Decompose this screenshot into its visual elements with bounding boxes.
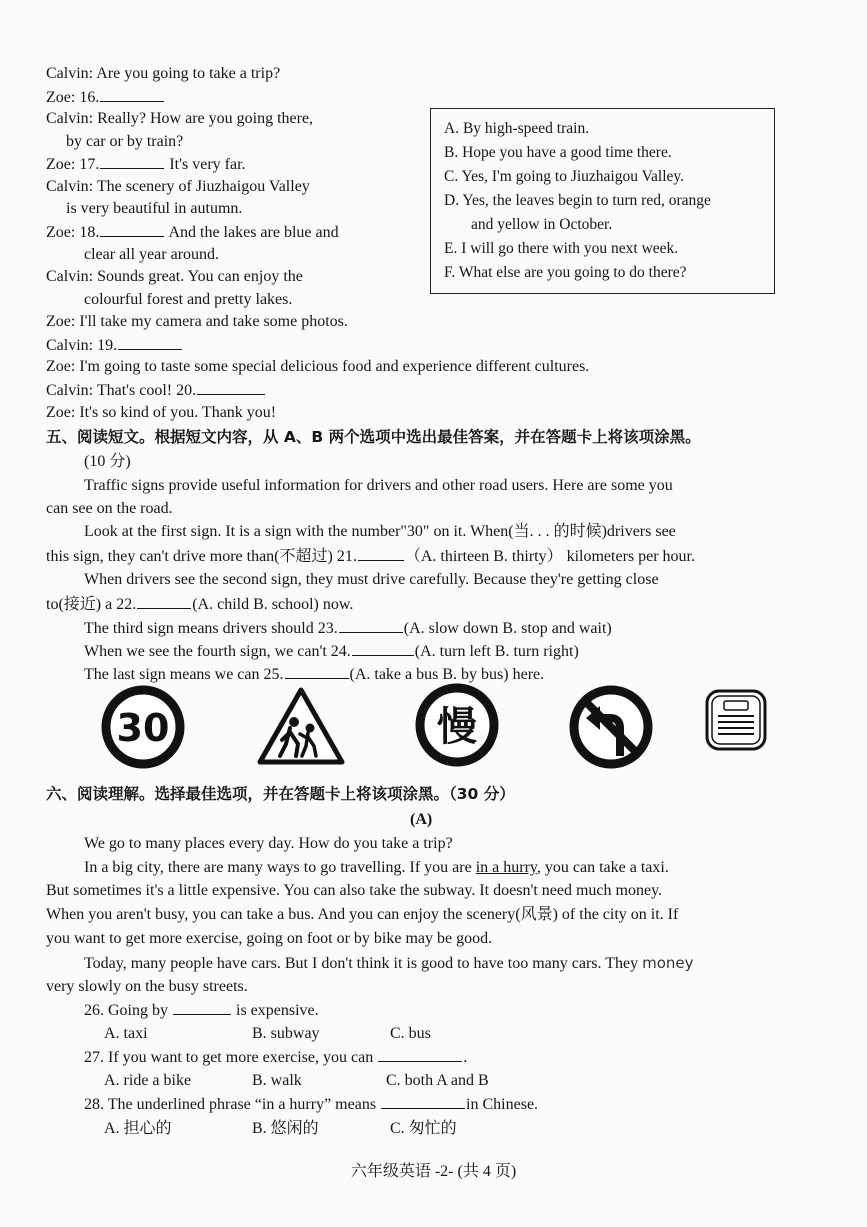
q27-option-a[interactable]: A. ride a bike <box>104 1072 192 1089</box>
dialogue-line: Zoe: It's so kind of you. Thank you! <box>46 404 277 421</box>
passage-line: this sign, they can't drive more than(不超过) 21. （A. thirteen B. thirty） kilometers per hour. <box>46 548 696 565</box>
passage-line: Traffic signs provide useful information for drivers and other road users. Here are some you <box>84 477 673 494</box>
answer-blank[interactable] <box>197 380 265 395</box>
dialogue-line: Zoe: I'll take my camera and take some photos. <box>46 313 348 330</box>
option-b: B. Hope you have a good time there. <box>444 144 672 161</box>
passage-line: Today, many people have cars. But I don't think it is good to have too many cars. They money <box>84 954 694 972</box>
dialogue-line: by car or by train? <box>66 133 184 150</box>
passage-line: We go to many places every day. How do you take a trip? <box>84 835 453 852</box>
answer-blank[interactable] <box>339 618 403 633</box>
passage-line: But sometimes it's a little expensive. You can also take the subway. It doesn't need much money. <box>46 882 663 899</box>
option-f: F. What else are you going to do there? <box>444 264 687 281</box>
dialogue-line: Calvin: The scenery of Jiuzhaigou Valley <box>46 178 310 195</box>
option-e: E. I will go there with you next week. <box>444 240 679 257</box>
q26-option-a[interactable]: A. taxi <box>104 1025 148 1042</box>
underlined-phrase: in a hurry <box>475 859 537 876</box>
dialogue-line: is very beautiful in autumn. <box>66 200 243 217</box>
passage-line: can see on the road. <box>46 500 173 517</box>
answer-blank[interactable] <box>100 87 164 102</box>
question-28: 28. The underlined phrase “in a hurry” means in Chinese. <box>84 1096 539 1113</box>
q26-option-c[interactable]: C. bus <box>390 1025 431 1042</box>
answer-blank[interactable] <box>100 222 164 237</box>
q28-option-b[interactable]: B. 悠闲的 <box>252 1120 319 1137</box>
part-label: (A) <box>410 811 433 828</box>
q27-option-b[interactable]: B. walk <box>252 1072 302 1089</box>
question-27: 27. If you want to get more exercise, you can . <box>84 1049 468 1066</box>
option-d-cont: and yellow in October. <box>471 216 613 233</box>
passage-line: you want to get more exercise, going on foot or by bike may be good. <box>46 930 493 947</box>
passage-line: When drivers see the second sign, they must drive carefully. Because they're getting close <box>84 571 659 588</box>
answer-blank[interactable] <box>118 335 182 350</box>
dialogue-line: Calvin: Sounds great. You can enjoy the <box>46 268 303 285</box>
sign-30-label: 30 <box>116 706 170 750</box>
page-footer: 六年级英语 -2- (共 4 页) <box>350 1163 517 1180</box>
dialogue-line: Calvin: 19. <box>46 335 183 356</box>
no-left-turn-sign <box>568 684 654 770</box>
answer-blank[interactable] <box>381 1094 465 1109</box>
option-a: A. By high-speed train. <box>444 120 590 137</box>
passage-line: Look at the first sign. It is a sign with the number"30" on it. When(当. . . 的时候)drivers see <box>84 523 676 540</box>
dialogue-line: Zoe: 17. It's very far. <box>46 156 246 173</box>
option-c: C. Yes, I'm going to Jiuzhaigou Valley. <box>444 168 685 185</box>
dialogue-line: Calvin: That's cool! 20. <box>46 380 266 401</box>
bus-stop-sign <box>704 688 768 752</box>
school-warning-sign <box>256 686 346 766</box>
handwritten-word: money <box>642 954 694 972</box>
option-d: D. Yes, the leaves begin to turn red, orange <box>444 192 711 209</box>
passage-line: to(接近) a 22. (A. child B. school) now. <box>46 596 354 613</box>
passage-line: When you aren't busy, you can take a bus. And you can enjoy the scenery(风景) of the city on it. If <box>46 906 679 923</box>
sign-slow-label: 慢 <box>437 704 477 750</box>
answer-blank[interactable] <box>285 664 349 679</box>
dialogue-line: Zoe: I'm going to taste some special delicious food and experience different cultures. <box>46 358 590 375</box>
section6-heading: 六、阅读理解。选择最佳选项，并在答题卡上将该项涂黑。（30 分） <box>46 785 515 803</box>
dialogue-line: Calvin: Are you going to take a trip? <box>46 65 281 82</box>
q26-option-b[interactable]: B. subway <box>252 1025 320 1042</box>
q28-option-a[interactable]: A. 担心的 <box>104 1120 172 1137</box>
q27-option-c[interactable]: C. both A and B <box>386 1072 489 1089</box>
answer-blank[interactable] <box>173 1000 231 1015</box>
dialogue-line: Zoe: 18. And the lakes are blue and <box>46 224 339 241</box>
dialogue-line: clear all year around. <box>84 246 220 263</box>
section5-score: (10 分) <box>84 453 131 470</box>
answer-blank[interactable] <box>137 594 191 609</box>
answer-blank[interactable] <box>378 1047 462 1062</box>
section5-heading: 五、阅读短文。根据短文内容，从 A、B 两个选项中选出最佳答案，并在答题卡上将该项涂黑。 <box>46 428 701 446</box>
answer-blank[interactable] <box>100 154 164 169</box>
passage-line: When we see the fourth sign, we can't 24. (A. turn left B. turn right) <box>84 643 579 660</box>
q28-option-c[interactable]: C. 匆忙的 <box>390 1120 457 1137</box>
dialogue-line: Calvin: Really? How are you going there, <box>46 110 314 127</box>
slow-down-sign <box>414 682 500 768</box>
speed-limit-30-sign <box>100 684 186 770</box>
passage-line: In a big city, there are many ways to go travelling. If you are in a hurry, you can take a taxi. <box>84 859 669 876</box>
question-26: 26. Going by is expensive. <box>84 1002 319 1019</box>
passage-line: The third sign means drivers should 23. (A. slow down B. stop and wait) <box>84 620 612 637</box>
passage-line: very slowly on the busy streets. <box>46 978 248 995</box>
dialogue-line: colourful forest and pretty lakes. <box>84 291 293 308</box>
options-box <box>430 108 775 294</box>
answer-blank[interactable] <box>358 546 404 561</box>
dialogue-line: Zoe: 16. <box>46 87 165 108</box>
passage-line: The last sign means we can 25. (A. take a bus B. by bus) here. <box>84 666 545 683</box>
answer-blank[interactable] <box>352 641 414 656</box>
